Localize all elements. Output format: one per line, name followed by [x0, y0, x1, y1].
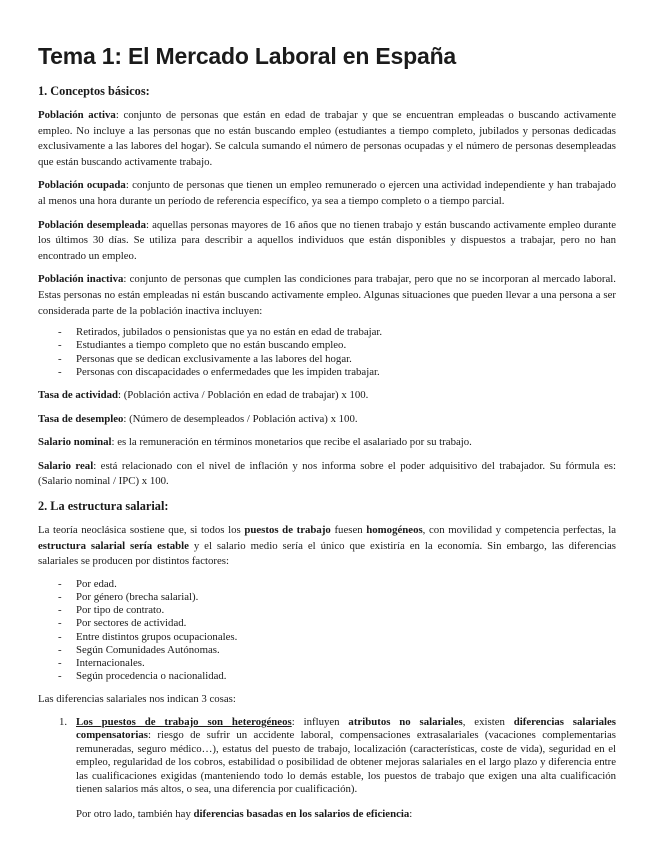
list-item: - Por tipo de contrato. [38, 604, 616, 617]
def-tasa-desempleo: Tasa de desempleo: (Número de desempleados / Población activa) x 100. [38, 412, 358, 425]
list-item: - Personas que se dedican exclusivamente a las labores del hogar. [38, 353, 616, 366]
section-heading-conceptos: 1. Conceptos básicos: [38, 84, 150, 98]
document-page [38, 0, 616, 822]
list-item: - Personas con discapacidades o enfermedades que les impiden trabajar. [38, 366, 616, 379]
cause-number: 1. [59, 715, 68, 728]
section-heading-estructura: 2. La estructura salarial: [38, 498, 169, 513]
term-poblacion-desempleada: Población desempleada [38, 218, 147, 231]
list-item: - Entre distintos grupos ocupacionales. [38, 631, 616, 644]
three-causes-intro: Las diferencias salariales nos indican 3 cosas: [38, 693, 236, 706]
cause-item-1 [38, 716, 616, 822]
def-salario-nominal: Salario nominal: es la remuneración en términos monetarios que recibe el asalariado por su trabajo. [38, 436, 472, 449]
list-item: - Por sectores de actividad. [38, 617, 616, 630]
cause-text: Los puestos de trabajo son heterogéneos: influyen atributos no salariales, existen diferencias salariales compensatorias: riesgo de sufrir un accidente laboral, compensaciones extrasalariales (vacaciones complementarias remuneradas, seguro médico…), estatus del puesto de trabajo, localización (características, coste de vida), seguridad en el empleo, regularidad de los cobros, estabilidad o posibilidad de obtener mejoras salariales en el largo plazo y diferencia entre las cualificaciones exigidas (manteniendo todo lo demás estable, los puestos de trabajo que exigen una alta cualificación tienen salarios más altos, o sea, una diferencia por cualificación). [76, 715, 616, 795]
list-item: - Internacionales. [38, 657, 616, 670]
term-poblacion-inactiva: Población inactiva [38, 273, 124, 286]
def-poblacion-activa: Población activa: conjunto de personas que están en edad de trabajar y que se encuentran empleadas o buscando activamente empleo. No incluye a las personas que no están buscando empleo (estudiantes a tiempo completo, jubilados y personas dedicadas exclusivamente a las labores del hogar). Se calcula sumando el número de personas ocupadas y el número de personas desempleadas que están buscando activamente trabajo. [38, 109, 616, 168]
term-poblacion-ocupada: Población ocupada [38, 179, 126, 192]
term-poblacion-activa: Población activa [38, 109, 116, 121]
inactiva-list [38, 326, 616, 379]
causes-list [38, 716, 616, 822]
list-item: - Retirados, jubilados o pensionistas que ya no están en edad de trabajar. [38, 326, 616, 339]
list-item: - Estudiantes a tiempo completo que no están buscando empleo. [38, 339, 616, 352]
list-item: - Por género (brecha salarial). [38, 591, 616, 604]
def-poblacion-inactiva: Población inactiva: conjunto de personas que cumplen las condiciones para trabajar, pero que no se incorporan al mercado laboral. Estas personas no están empleadas ni están buscando activamente empleo. Algunas situaciones que pueden llevar a una persona a ser considerada parte de la población inactiva incluyen: [38, 273, 616, 317]
estructura-intro: La teoría neoclásica sostiene que, si todos los puestos de trabajo fuesen homogéneos, con movilidad y competencia perfectas, la estructura salarial sería estable y el salario medio sería el único que existiría en la economía. Sin embargo, las diferencias salariales se producen por distintos factores: [38, 523, 617, 568]
cause-subparagraph: Por otro lado, también hay diferencias basadas en los salarios de eficiencia: [76, 808, 413, 821]
list-item: - Según Comunidades Autónomas. [38, 644, 616, 657]
factors-list [38, 578, 616, 684]
list-item: - Según procedencia o nacionalidad. [38, 670, 616, 683]
page-title: Tema 1: El Mercado Laboral en España [38, 43, 457, 69]
def-salario-real: Salario real: está relacionado con el nivel de inflación y nos informa sobre el poder adquisitivo del trabajador. Su fórmula es: (Salario nominal / IPC) x 100. [38, 459, 616, 488]
list-item: - Por edad. [38, 578, 616, 591]
def-poblacion-ocupada: Población ocupada: conjunto de personas que tienen un empleo remunerado o ejercen una actividad independiente y han trabajado al menos una hora durante un período de referencia específico, ya sea a tiempo completo o a tiempo parcial. [38, 179, 616, 207]
def-tasa-actividad: Tasa de actividad: (Población activa / Población en edad de trabajar) x 100. [38, 388, 369, 401]
def-poblacion-desempleada: Población desempleada: aquellas personas mayores de 16 años que no tienen trabajo y están buscando activamente empleo durante los últimos 30 días. Se utiliza para describir a aquellos individuos que están disponibles y dispuestos a trabajar, pero no han encontrado un empleo. [38, 218, 616, 262]
